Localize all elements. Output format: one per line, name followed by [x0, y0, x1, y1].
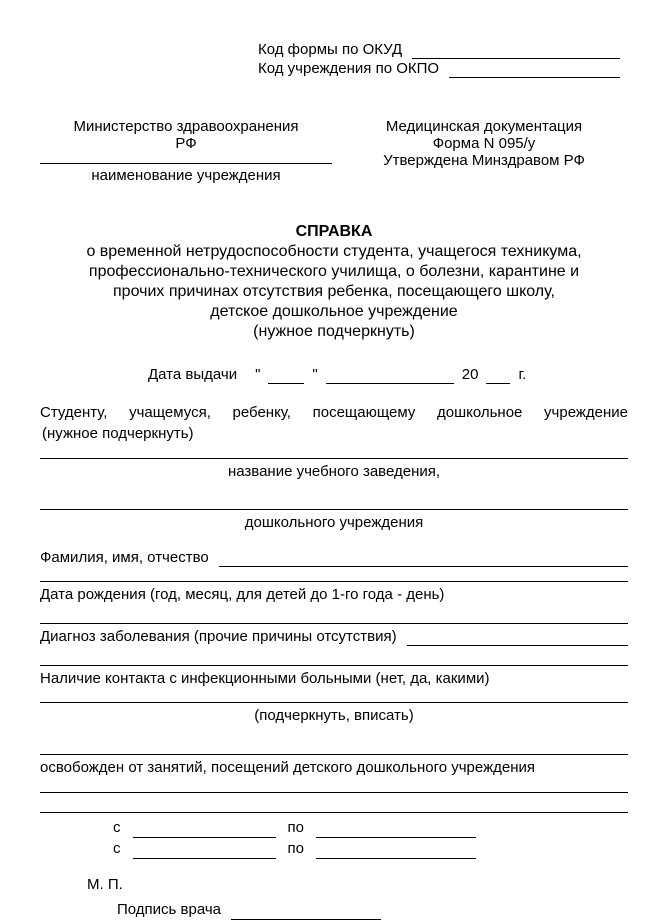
okud-field[interactable] [412, 55, 620, 59]
institution-name-field[interactable] [40, 163, 332, 164]
period-from-field-2[interactable] [133, 855, 276, 859]
full-name-field[interactable] [219, 563, 628, 567]
okpo-field[interactable] [449, 74, 620, 78]
close-quote: " [312, 366, 318, 383]
okud-row [258, 40, 620, 59]
release-extra-field-2[interactable] [40, 812, 628, 813]
underline-instruction: (нужное подчеркнуть) [253, 323, 415, 340]
period-to-label: по [287, 840, 304, 857]
birth-date-label: Дата рождения (год, месяц, для детей до 1-го года - день) [40, 586, 445, 603]
ministry-block [40, 118, 332, 184]
release-field-top[interactable] [40, 754, 628, 755]
diagnosis-label: Диагноз заболевания (прочие причины отсутствия) [40, 628, 397, 645]
period-from-label: с [113, 840, 121, 857]
period-to-label: по [287, 819, 304, 836]
ministry-line2: РФ [175, 135, 197, 152]
period-from-label: с [113, 819, 121, 836]
doc-type: Медицинская документация [385, 118, 583, 135]
diagnosis-extra-field[interactable] [40, 665, 628, 666]
signature-label: Подпись врача [117, 901, 222, 918]
diagnosis-row [40, 627, 628, 646]
issue-date-label: Дата выдачи [148, 366, 238, 383]
issue-date-row [148, 366, 628, 384]
period-row-2 [113, 838, 628, 859]
codes-block [258, 40, 620, 78]
form-subtitle: о временной нетрудоспособности студента, учащегося техникума, профессионально-технического училища, о болезни, карантине и прочих причинах отсутствия ребенка, посещающего школу, детское дошкольное учреждение [86, 243, 582, 320]
release-extra-field-1[interactable] [40, 792, 628, 793]
contact-label: Наличие контакта с инфекционными больными (нет, да, какими) [40, 670, 490, 687]
contact-fill-field[interactable] [40, 702, 628, 703]
form-number: Форма N 095/у [432, 135, 536, 152]
period-to-field-2[interactable] [316, 855, 476, 859]
full-name-extra-field[interactable] [40, 581, 628, 582]
doc-info-block [340, 118, 628, 184]
okud-label: Код формы по ОКУД [258, 41, 403, 58]
issue-date-century: 20 [461, 366, 479, 383]
period-from-field-1[interactable] [133, 834, 276, 838]
open-quote: " [255, 366, 261, 383]
signature-row [117, 900, 628, 920]
institution-caption: наименование учреждения [91, 167, 281, 184]
release-label: освобожден от занятий, посещений детского дошкольного учреждения [40, 759, 535, 776]
diagnosis-field[interactable] [407, 642, 628, 646]
period-to-field-1[interactable] [316, 834, 476, 838]
period-row-1 [113, 817, 628, 838]
okpo-row [258, 59, 620, 78]
signature-field[interactable] [231, 916, 381, 920]
school-name-field[interactable] [40, 458, 628, 459]
recipient-note: (нужное подчеркнуть) [42, 425, 194, 442]
approved-by: Утверждена Минздравом РФ [383, 152, 585, 169]
stamp-label: М. П. [87, 876, 123, 893]
form-title: СПРАВКА [295, 223, 373, 240]
title-block [40, 222, 628, 342]
issue-date-year-suffix: г. [518, 366, 527, 383]
contact-note: (подчеркнуть, вписать) [254, 707, 414, 724]
ministry-line1: Министерство здравоохранения [73, 118, 299, 135]
issue-date-month-field[interactable] [326, 380, 454, 384]
okpo-label: Код учреждения по ОКПО [258, 60, 440, 77]
issue-date-day-field[interactable] [268, 380, 304, 384]
recipient-line: Студенту, учащемуся, ребенку, посещающему дошкольное учреждение [40, 404, 628, 421]
preschool-name-field[interactable] [40, 509, 628, 510]
school-caption: название учебного заведения, [227, 463, 441, 480]
preschool-caption: дошкольного учреждения [244, 514, 424, 531]
full-name-label: Фамилия, имя, отчество [40, 549, 209, 566]
birth-date-field[interactable] [40, 623, 628, 624]
full-name-row [40, 548, 628, 567]
header-columns [40, 118, 628, 184]
issue-date-year-field[interactable] [486, 380, 510, 384]
